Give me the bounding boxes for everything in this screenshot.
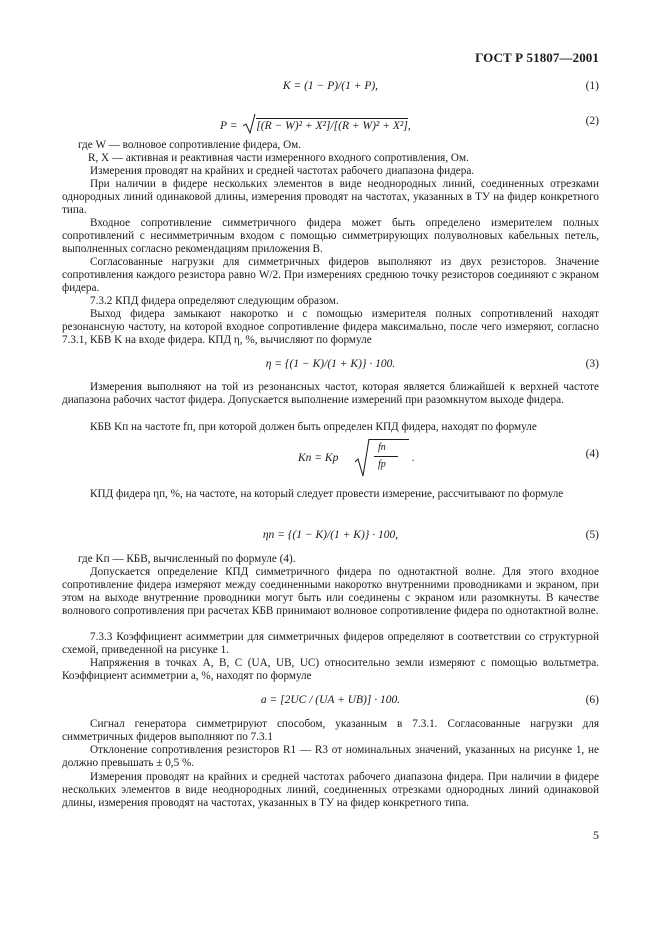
paragraph-3: Входное сопротивление симметричного фидера может быть определено измерителем полных сопротивлений с несимметричным входом с помощью симметрирующих полуволновых кабельных петель, выполненных согласно рекомендациям приложения В. <box>62 217 599 256</box>
formula-2-tail: , <box>407 120 411 132</box>
paragraph-14: Сигнал генератора симметрируют способом, указанным в 7.3.1. Согласованные нагрузки для симметричных фидеров выполняют по 7.3.1 <box>62 718 599 744</box>
formula-2-number: (2) <box>585 115 599 127</box>
paragraph-13: Напряжения в точках A, B, C (UA, UB, UC) относительно земли измеряют с помощью вольтметра. Коэффициент асимметрии a, %, находят по формуле <box>62 657 599 683</box>
formula-6 <box>62 692 599 708</box>
formula-3 <box>62 356 599 372</box>
where-rx: R, X — активная и реактивная части измеренного входного сопротивления, Ом. <box>88 152 469 164</box>
formula-1 <box>62 78 599 94</box>
formula-6-number: (6) <box>585 694 599 706</box>
where-w: где W — волновое сопротивление фидера, Ом. <box>78 139 302 151</box>
paragraph-6: Выход фидера замыкают накоротко и с помощью измерителя полных сопротивлений находят резонансную частоту, на которой входное сопротивление фидера максимально, после чего измеряют, согласно 7.3.1, КБВ K на входе фидера. КПД η, %, вычисляют по формуле <box>62 308 599 347</box>
formula-1-number: (1) <box>585 80 599 92</box>
paragraph-8: КБВ Kп на частоте fп, при которой должен быть определен КПД фидера, находят по формуле <box>90 421 537 433</box>
formula-4-numerator: fп <box>378 442 386 453</box>
page-number: 5 <box>593 828 599 842</box>
formula-2-radicand: [(R − W)² + X²]/[(R + W)² + X²] <box>256 120 408 132</box>
sqrt-sign-icon <box>354 438 370 478</box>
formula-2 <box>62 113 599 133</box>
sqrt-bar <box>369 439 409 440</box>
paragraph-9: КПД фидера ηп, %, на частоте, на который следует провести измерение, рассчитывают по формуле <box>90 488 564 500</box>
paragraph-15: Отклонение сопротивления резисторов R1 — R3 от номинальных значений, указанных на рисунке 1, не должно превышать ± 0,5 %. <box>62 744 599 770</box>
formula-5-body: ηп = {(1 − K)/(1 + K)} · 100, <box>262 529 399 541</box>
formula-1-body: K = (1 − P)/(1 + P), <box>282 80 379 92</box>
standard-header: ГОСТ Р 51807—2001 <box>475 50 599 65</box>
paragraph-11: Допускается определение КПД симметричного фидера по однотактной волне. Для этого входное сопротивление фидера измеряют между соединенными накоротко внутренними проводниками и экраном, при этом на выходе внутренние проводники могут быть или соединены с экраном или разомкнуты. В качестве волнового сопротивления при расчетах КБВ принимают волновое сопротивление фидера по однотактной волне. <box>62 566 599 618</box>
where-kp: где Kп — КБВ, вычисленный по формуле (4). <box>78 553 296 565</box>
formula-5-number: (5) <box>585 529 599 541</box>
paragraph-5: 7.3.2 КПД фидера определяют следующим образом. <box>90 295 339 307</box>
paragraph-1: Измерения проводят на крайних и средней частотах рабочего диапазона фидера. <box>90 165 475 177</box>
formula-2-body <box>220 113 411 135</box>
paragraph-2: При наличии в фидере нескольких элементов в виде неоднородных линий, соединенных отрезками однородных линий одинаковой длины, измерения проводят на частотах, указанных в ТУ на фидер конкретного типа. <box>62 178 599 217</box>
formula-3-number: (3) <box>585 358 599 370</box>
formula-4-lhs: Kп = Kр <box>298 452 339 464</box>
formula-3-body: η = {(1 − K)/(1 + K)} · 100. <box>265 358 396 370</box>
formula-6-body: a = [2UC / (UA + UB)] · 100. <box>260 694 401 706</box>
paragraph-7: Измерения выполняют на той из резонансных частот, которая является ближайшей к верхней частоте диапазона рабочих частот фидера. Допускается выполнение измерений при разомкнутом выходе фидера. <box>62 381 599 407</box>
paragraph-4: Согласованные нагрузки для симметричных фидеров выполняют из двух резисторов. Значение сопротивления каждого резистора равно W/2. При измерениях среднюю точку резисторов соединяют с экраном фидера. <box>62 256 599 295</box>
formula-4-tail: . <box>412 452 415 464</box>
fraction-bar <box>374 456 398 457</box>
paragraph-16: Измерения проводят на крайних и средней частотах рабочего диапазона фидера. При наличии в фидере нескольких элементов в виде неоднородных линий, соединенных отрезками однородных линий одинаковой длины, измерения проводят на частотах, указанных в ТУ на фидер конкретного типа. <box>62 771 599 810</box>
formula-5 <box>62 527 599 543</box>
formula-2-lhs: P = <box>220 120 238 132</box>
paragraph-12: 7.3.3 Коэффициент асимметрии для симметричных фидеров определяют в соответствии со структурной схемой, приведенной на рисунке 1. <box>62 631 599 657</box>
formula-4 <box>62 438 599 478</box>
formula-4-number: (4) <box>585 448 599 460</box>
formula-4-denominator: fр <box>378 459 386 470</box>
sqrt-sign-icon <box>242 113 256 135</box>
